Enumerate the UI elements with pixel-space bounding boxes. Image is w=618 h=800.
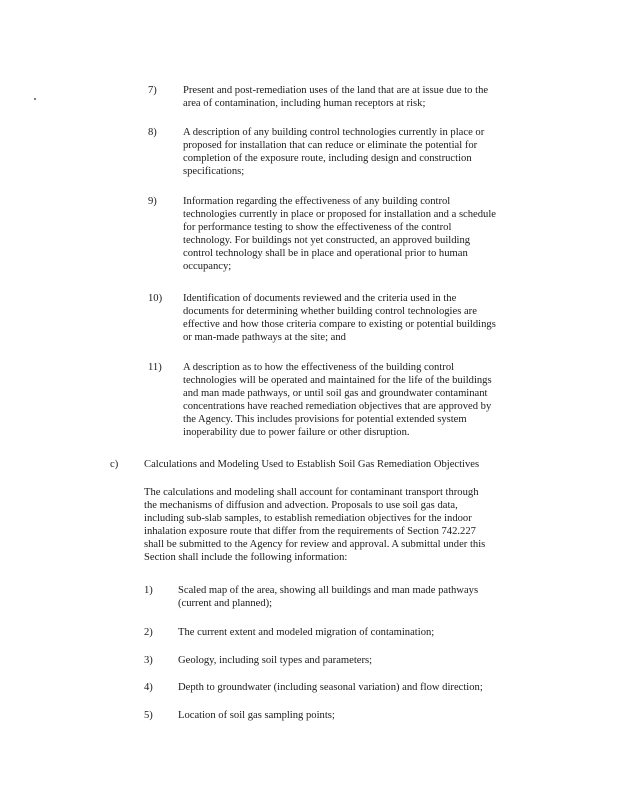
sub-item-number: 1): [144, 585, 153, 596]
scan-speck: [34, 98, 36, 100]
paragraph-text: The calculations and modeling shall account for contaminant transport through the mechanisms of diffusion and advection. Proposals to use soil gas data, including sub-slab samples, to establish remediation objectives for the indoor inhalation exposure route that differ from the requirements of Section 742.227 shall be submitted to the Agency for review and approval. A submittal under this Section shall include the following information:: [144, 487, 486, 564]
section-title: Calculations and Modeling Used to Establish Soil Gas Remediation Objectives: [144, 459, 480, 470]
list-item-text: Present and post-remediation uses of the land that are at issue due to the area of contamination, including human receptors at risk;: [183, 85, 489, 110]
sub-item-text: Geology, including soil types and parameters;: [178, 655, 373, 666]
sub-item-text: Scaled map of the area, showing all buildings and man made pathways (current and planned);: [178, 585, 479, 610]
sub-item-number: 5): [144, 710, 153, 721]
list-item-number: 7): [148, 85, 157, 96]
section-letter: c): [110, 459, 119, 470]
list-item-text: A description as to how the effectiveness of the building control technologies will be operated and maintained for the life of the buildings and man made pathways, or until soil gas and groundwater contaminant concentrations have reached remediation objectives that are approved by the Agency. This includes provisions for potential extended system inoperability due to power failure or other disruption.: [183, 362, 492, 439]
sub-item-text: The current extent and modeled migration of contamination;: [178, 627, 435, 638]
list-item-text: A description of any building control technologies currently in place or proposed for installation that can reduce or eliminate the potential for completion of the exposure route, including design and construction specifications;: [183, 127, 485, 178]
list-item-number: 10): [148, 293, 163, 304]
list-item-text: Identification of documents reviewed and the criteria used in the documents for determining whether building control technologies are effective and how those criteria compare to existing or potential buildings or man-made pathways at the site; and: [183, 293, 496, 344]
sub-item-number: 2): [144, 627, 153, 638]
list-item-text: Information regarding the effectiveness of any building control technologies currently in place or proposed for installation and a schedule for performance testing to show the effectiveness of the control technology. For buildings not yet constructed, an approved building control technology shall be in place and operational prior to human occupancy;: [183, 196, 497, 273]
list-item-number: 8): [148, 127, 157, 138]
sub-item-number: 3): [144, 655, 153, 666]
list-item-number: 11): [148, 362, 162, 373]
sub-item-text: Depth to groundwater (including seasonal variation) and flow direction;: [178, 682, 483, 693]
sub-item-number: 4): [144, 682, 153, 693]
sub-item-text: Location of soil gas sampling points;: [178, 710, 335, 721]
list-item-number: 9): [148, 196, 157, 207]
